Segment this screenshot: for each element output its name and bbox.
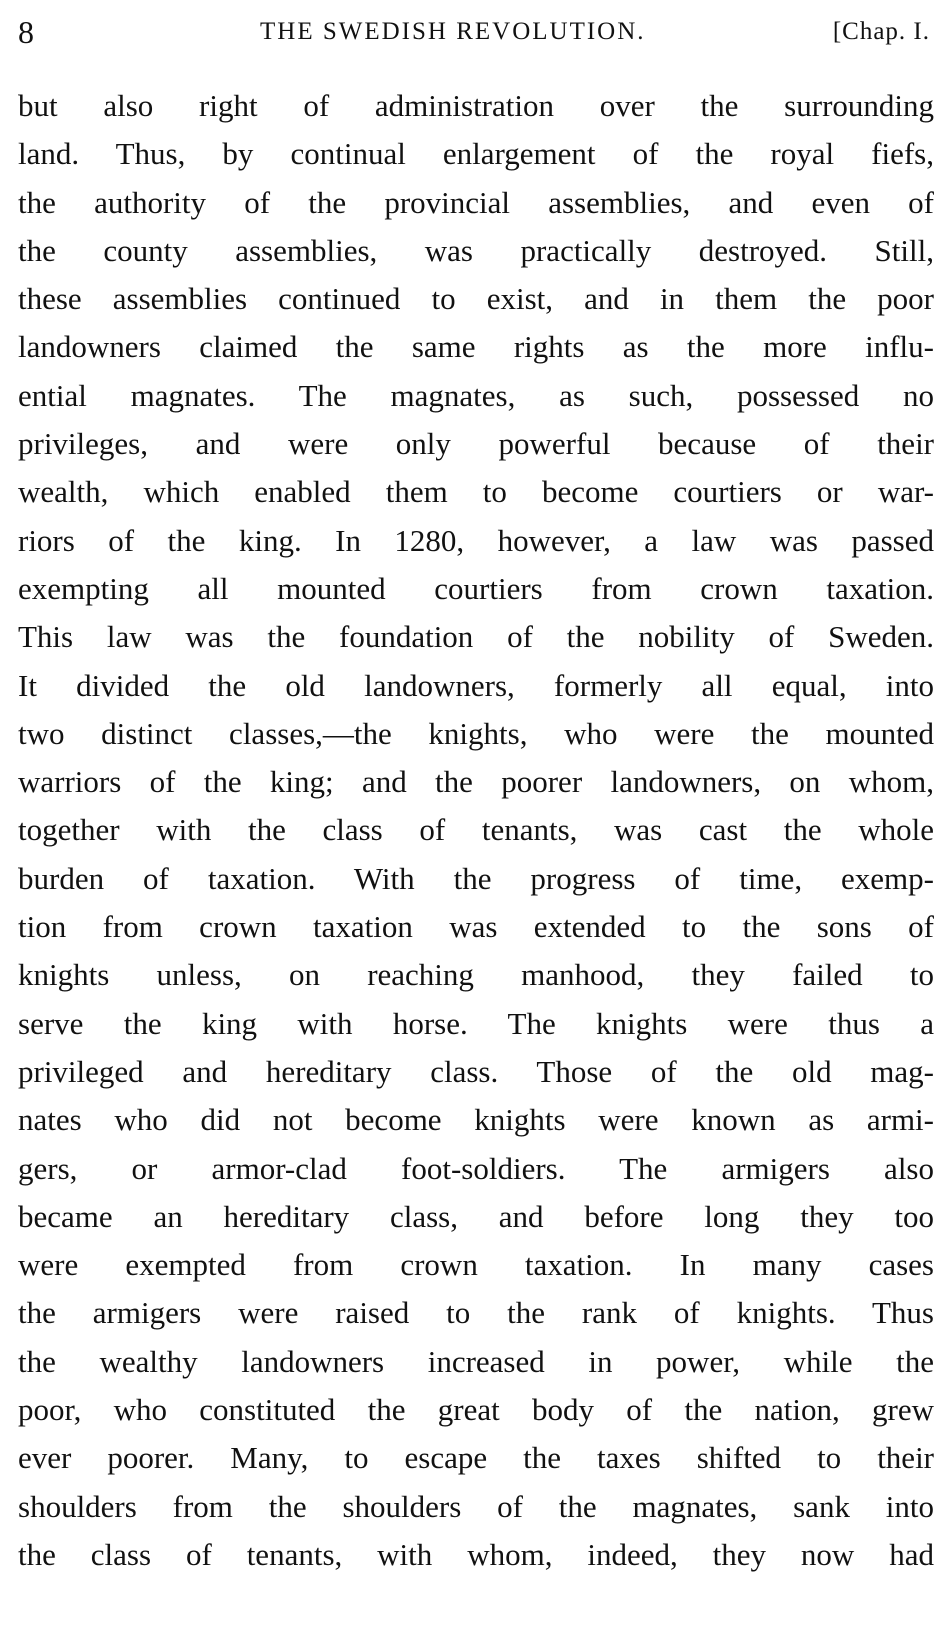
text-line: the wealthy landowners increased in power, while the [18,1343,934,1379]
text-line: poor, who constituted the great body of the nation, grew [18,1392,934,1428]
text-line: ential magnates. The magnates, as such, possessed no [18,377,934,413]
text-line: ever poorer. Many, to escape the taxes shifted to their [18,1440,934,1476]
text-line: privileged and hereditary class. Those of the old mag- [18,1053,934,1089]
text-line: the county assemblies, was practically destroyed. Still, [18,232,934,268]
running-header [18,10,932,56]
text-line: became an hereditary class, and before long they too [18,1198,934,1234]
text-line: burden of taxation. With the progress of time, exemp- [18,860,934,896]
text-line: gers, or armor-clad foot-soldiers. The armigers also [18,1150,934,1186]
text-line: wealth, which enabled them to become courtiers or war- [18,474,934,510]
text-line: privileges, and were only powerful because of their [18,426,934,462]
text-line: riors of the king. In 1280, however, a law was passed [18,522,934,558]
text-line: tion from crown taxation was extended to the sons of [18,909,934,945]
page-number: 8 [18,14,35,50]
text-line: the armigers were raised to the rank of knights. Thus [18,1295,934,1331]
text-line: warriors of the king; and the poorer landowners, on whom, [18,764,934,800]
text-line: land. Thus, by continual enlargement of the royal fiefs, [18,136,934,172]
running-title: THE SWEDISH REVOLUTION. [260,18,646,45]
text-line: the class of tenants, with whom, indeed, they now had [18,1536,934,1572]
text-line: landowners claimed the same rights as the more influ- [18,329,934,365]
text-line: but also right of administration over the surrounding [18,88,934,123]
text-line: shoulders from the shoulders of the magnates, sank into [18,1488,934,1524]
text-line: the authority of the provincial assemblies, and even of [18,184,934,220]
chapter-reference: [Chap. I. [832,18,930,45]
text-line: exempting all mounted courtiers from crown taxation. [18,570,934,606]
text-line: This law was the foundation of the nobility of Sweden. [18,619,934,655]
text-line: knights unless, on reaching manhood, they failed to [18,957,934,993]
text-line: were exempted from crown taxation. In many cases [18,1247,934,1283]
text-line: together with the class of tenants, was cast the whole [18,812,934,848]
text-line: two distinct classes,—the knights, who were the mounted [18,715,934,751]
text-line: It divided the old landowners, formerly all equal, into [18,667,934,703]
text-line: serve the king with horse. The knights were thus a [18,1005,934,1041]
text-line: nates who did not become knights were known as armi- [18,1102,934,1138]
text-line: these assemblies continued to exist, and in them the poor [18,281,934,317]
body-text [18,82,934,1579]
